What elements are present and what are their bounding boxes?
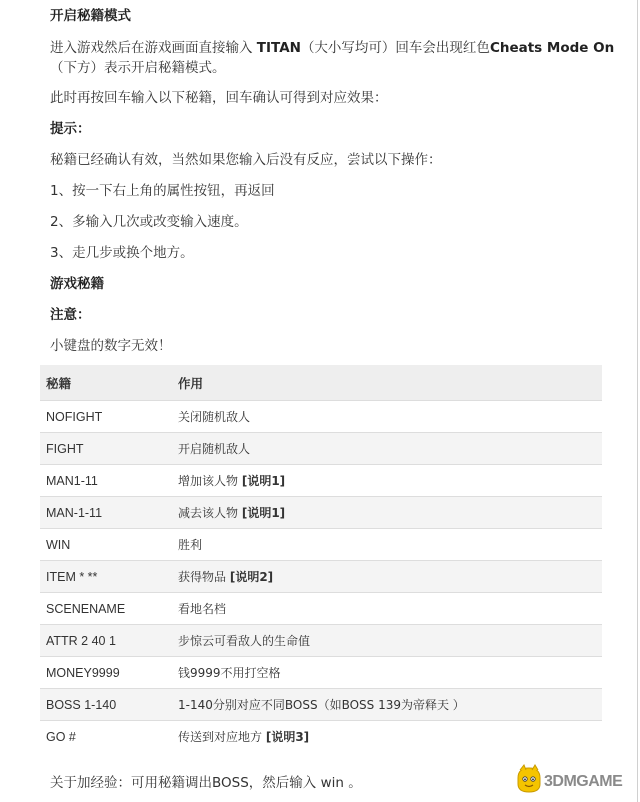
cheat-reference-note: [说明3] xyxy=(265,730,310,744)
table-row xyxy=(40,497,602,529)
table-row xyxy=(40,401,602,433)
cheat-code: BOSS 1-140 xyxy=(40,689,172,721)
cheat-effect-text: 传送到对应地方 xyxy=(178,730,266,744)
cheat-effect-text: 获得物品 xyxy=(178,570,230,584)
cheat-effect xyxy=(172,529,602,561)
cheat-effect-text: 关闭随机敌人 xyxy=(178,410,251,424)
cheat-reference-note: [说明2] xyxy=(229,570,274,584)
cheat-effect xyxy=(172,593,602,625)
cheat-effect-text: 增加该人物 xyxy=(178,474,242,488)
cheat-reference-note: [说明1] xyxy=(241,506,286,520)
cheat-code: GO # xyxy=(40,721,172,753)
note-label: 注意： xyxy=(50,307,91,323)
table-row xyxy=(40,465,602,497)
table-row xyxy=(40,657,602,689)
table-row xyxy=(40,561,602,593)
tip-item: 1、按一下右上角的属性按钮，再返回 xyxy=(50,183,275,199)
table-row xyxy=(40,529,602,561)
cheat-effect xyxy=(172,657,602,689)
section-heading-game-cheats: 游戏秘籍 xyxy=(50,276,104,292)
instruction-paragraph: 此时再按回车输入以下秘籍，回车确认可得到对应效果： xyxy=(50,90,388,106)
cheat-code: MONEY9999 xyxy=(40,657,172,689)
cheat-effect-text: 减去该人物 xyxy=(178,506,242,520)
column-header-effect: 作用 xyxy=(172,365,602,401)
column-header-code: 秘籍 xyxy=(40,365,172,401)
tips-paragraph: 秘籍已经确认有效，当然如果您输入后没有反应，尝试以下操作： xyxy=(50,152,442,168)
cheat-effect xyxy=(172,561,602,593)
intro-text-mid: （大小写均可）回车会出现红色 xyxy=(300,40,490,56)
cheat-code: ITEM * ** xyxy=(40,561,172,593)
table-row xyxy=(40,721,602,753)
section-heading-cheat-mode: 开启秘籍模式 xyxy=(50,8,131,24)
note-paragraph: 小键盘的数字无效！ xyxy=(50,338,172,354)
cheat-code: NOFIGHT xyxy=(40,401,172,433)
watermark-logo xyxy=(514,764,634,798)
table-header-row xyxy=(40,365,602,401)
cheat-effect-text: 1-140分别对应不同BOSS（如BOSS 139为帝释天 ） xyxy=(178,698,465,712)
cheat-effect xyxy=(172,689,602,721)
cheat-code: SCENENAME xyxy=(40,593,172,625)
table-row xyxy=(40,433,602,465)
intro-hint-cheats-mode-on: Cheats Mode On xyxy=(489,40,615,56)
intro-text-pre: 进入游戏然后在游戏画面直接输入 xyxy=(50,40,257,56)
cheat-effect-text: 步惊云可看敌人的生命值 xyxy=(178,634,311,648)
cheat-reference-note: [说明1] xyxy=(241,474,286,488)
table-row xyxy=(40,689,602,721)
cheat-effect xyxy=(172,433,602,465)
watermark-text: 3DMGAME xyxy=(544,773,623,790)
intro-paragraph xyxy=(50,38,620,78)
cheat-code: ATTR 2 40 1 xyxy=(40,625,172,657)
cheat-effect-text: 开启随机敌人 xyxy=(178,442,251,456)
tip-item: 2、多输入几次或改变输入速度。 xyxy=(50,214,248,230)
cheat-effect-text: 胜利 xyxy=(178,538,203,552)
cheat-effect xyxy=(172,625,602,657)
tip-item: 3、走几步或换个地方。 xyxy=(50,245,194,261)
cheat-effect xyxy=(172,465,602,497)
cheat-code: MAN-1-11 xyxy=(40,497,172,529)
table-row xyxy=(40,593,602,625)
cheat-effect xyxy=(172,401,602,433)
cheat-code: WIN xyxy=(40,529,172,561)
intro-code-titan: TITAN xyxy=(256,40,301,56)
cheat-effect xyxy=(172,721,602,753)
cheat-effect-text: 钱9999不用打空格 xyxy=(178,666,281,680)
tips-label: 提示： xyxy=(50,121,91,137)
cheat-effect-text: 看地名档 xyxy=(178,602,227,616)
table-row xyxy=(40,625,602,657)
cheat-table xyxy=(40,365,602,752)
cheat-code: FIGHT xyxy=(40,433,172,465)
mascot-face-icon xyxy=(514,764,544,796)
cheat-code: MAN1-11 xyxy=(40,465,172,497)
footer-paragraph: 关于加经验：可用秘籍调出BOSS，然后输入 win 。 xyxy=(50,775,362,791)
cheat-effect xyxy=(172,497,602,529)
intro-text-post: （下方）表示开启秘籍模式。 xyxy=(50,60,226,76)
